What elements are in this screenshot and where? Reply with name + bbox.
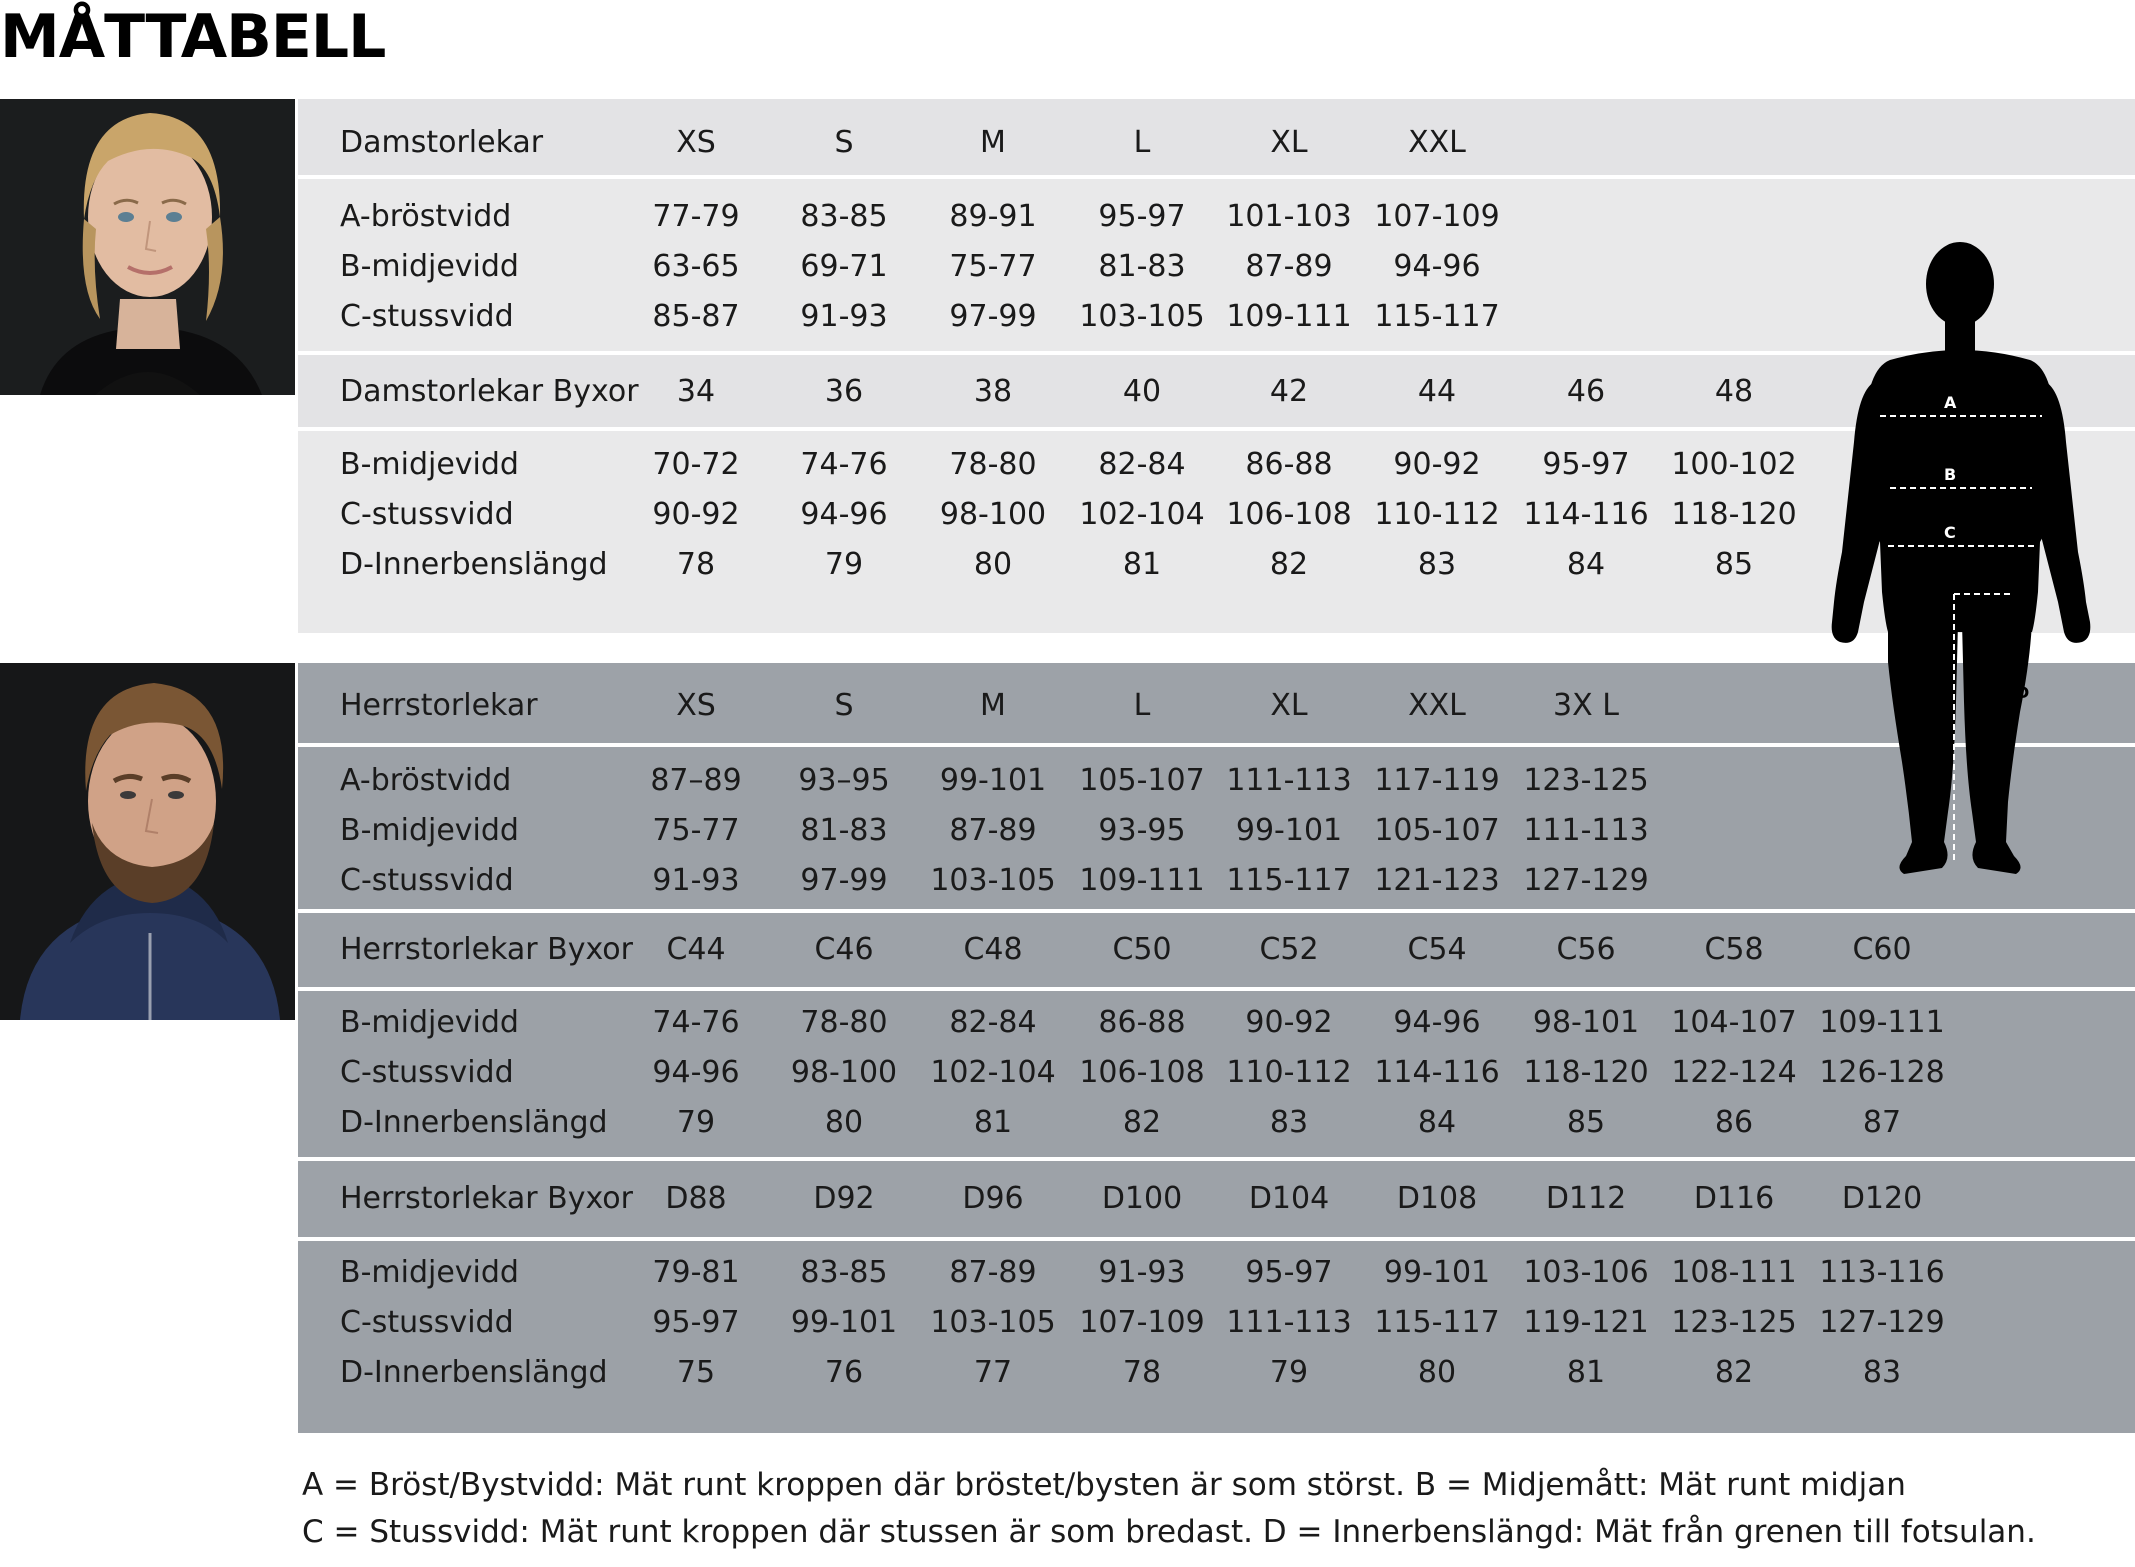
value-cell: 113-116	[1819, 1255, 1945, 1290]
row-label: B-midjevidd	[340, 447, 519, 482]
table-row	[298, 1048, 2135, 1098]
value-cell: 103-106	[1523, 1255, 1649, 1290]
value-cell: 99-101	[1235, 813, 1343, 848]
value-cell: 84	[1566, 547, 1606, 582]
value-cell: 109-111	[1226, 299, 1352, 334]
size-cell: XXL	[1408, 688, 1466, 723]
row-label: B-midjevidd	[340, 249, 519, 284]
size-cell: C46	[814, 932, 874, 967]
value-cell: 98-101	[1532, 1005, 1640, 1040]
row-label: C-stussvidd	[340, 497, 514, 532]
value-cell: 122-124	[1671, 1055, 1797, 1090]
value-cell: 127-129	[1819, 1305, 1945, 1340]
size-cell: D100	[1101, 1181, 1183, 1216]
value-cell: 90-92	[1393, 447, 1481, 482]
size-cell: M	[980, 125, 1006, 160]
value-cell: 106-108	[1226, 497, 1352, 532]
value-cell: 94-96	[800, 497, 888, 532]
row-label: C-stussvidd	[340, 863, 514, 898]
size-cell: C52	[1259, 932, 1319, 967]
value-cell: 86	[1714, 1105, 1754, 1140]
value-cell: 91-93	[800, 299, 888, 334]
value-cell: 123-125	[1523, 763, 1649, 798]
value-cell: 95-97	[1542, 447, 1630, 482]
row-label: C-stussvidd	[340, 1305, 514, 1340]
measure-label-b: B	[1944, 465, 1957, 484]
value-cell: 103-105	[930, 863, 1056, 898]
value-cell: 102-104	[1079, 497, 1205, 532]
size-cell: 3X L	[1553, 688, 1619, 723]
size-cell: L	[1133, 125, 1151, 160]
size-cell: C44	[666, 932, 726, 967]
size-cell: S	[834, 125, 854, 160]
table-row	[298, 1098, 2135, 1148]
value-cell: 107-109	[1374, 199, 1500, 234]
row-label: D-Innerbenslängd	[340, 1105, 608, 1140]
legend-line: C = Stussvidd: Mät runt kroppen där stussen är som bredast. D = Innerbenslängd: Mät från grenen till fotsulan.	[302, 1514, 2036, 1550]
value-cell: 87-89	[949, 1255, 1037, 1290]
value-cell: 119-121	[1523, 1305, 1649, 1340]
value-cell: 127-129	[1523, 863, 1649, 898]
value-cell: 94-96	[1393, 1005, 1481, 1040]
row-label: B-midjevidd	[340, 1255, 519, 1290]
size-cell: XS	[676, 125, 716, 160]
measure-label-c: C	[1944, 523, 1956, 542]
row-label: Herrstorlekar Byxor	[340, 932, 633, 967]
value-cell: 70-72	[652, 447, 740, 482]
value-cell: 93-95	[1098, 813, 1186, 848]
value-cell: 118-120	[1523, 1055, 1649, 1090]
size-cell: XL	[1270, 125, 1308, 160]
value-cell: 69-71	[800, 249, 888, 284]
row-label: D-Innerbenslängd	[340, 1355, 608, 1390]
size-cell: D92	[813, 1181, 875, 1216]
value-cell: 108-111	[1671, 1255, 1797, 1290]
value-cell: 81	[1566, 1355, 1606, 1390]
body-measurement-figure	[1830, 242, 2092, 882]
man-photo	[0, 663, 295, 1020]
value-cell: 99-101	[790, 1305, 898, 1340]
value-cell: 81	[1122, 547, 1162, 582]
value-cell: 87–89	[650, 763, 742, 798]
size-cell: 38	[973, 374, 1013, 409]
table-row	[298, 192, 2135, 242]
table-row	[298, 1348, 2135, 1398]
value-cell: 82	[1714, 1355, 1754, 1390]
row-label: Herrstorlekar	[340, 688, 538, 723]
value-cell: 81-83	[800, 813, 888, 848]
value-cell: 106-108	[1079, 1055, 1205, 1090]
value-cell: 103-105	[930, 1305, 1056, 1340]
size-cell: 42	[1269, 374, 1309, 409]
table-row	[298, 1298, 2135, 1348]
value-cell: 83-85	[800, 1255, 888, 1290]
value-cell: 95-97	[652, 1305, 740, 1340]
value-cell: 77	[973, 1355, 1013, 1390]
size-cell: L	[1133, 688, 1151, 723]
value-cell: 118-120	[1671, 497, 1797, 532]
value-cell: 105-107	[1374, 813, 1500, 848]
value-cell: 87-89	[949, 813, 1037, 848]
value-cell: 111-113	[1226, 763, 1352, 798]
size-cell: 48	[1714, 374, 1754, 409]
value-cell: 97-99	[949, 299, 1037, 334]
size-cell: D120	[1841, 1181, 1923, 1216]
value-cell: 76	[824, 1355, 864, 1390]
value-cell: 105-107	[1079, 763, 1205, 798]
row-label: A-bröstvidd	[340, 199, 512, 234]
value-cell: 95-97	[1245, 1255, 1333, 1290]
value-cell: 86-88	[1098, 1005, 1186, 1040]
value-cell: 107-109	[1079, 1305, 1205, 1340]
value-cell: 85-87	[652, 299, 740, 334]
value-cell: 78	[676, 547, 716, 582]
row-label: Damstorlekar	[340, 125, 544, 160]
size-cell: D112	[1545, 1181, 1627, 1216]
size-cell: D108	[1396, 1181, 1478, 1216]
value-cell: 104-107	[1671, 1005, 1797, 1040]
size-cell: D104	[1248, 1181, 1330, 1216]
table-row	[298, 1248, 2135, 1298]
table-header-row	[298, 1174, 2135, 1224]
value-cell: 74-76	[652, 1005, 740, 1040]
table-header-row	[298, 925, 2135, 975]
row-label: B-midjevidd	[340, 1005, 519, 1040]
row-label: C-stussvidd	[340, 1055, 514, 1090]
value-cell: 100-102	[1671, 447, 1797, 482]
value-cell: 79	[824, 547, 864, 582]
value-cell: 82-84	[1098, 447, 1186, 482]
value-cell: 114-116	[1374, 1055, 1500, 1090]
table-row	[298, 998, 2135, 1048]
row-label: C-stussvidd	[340, 299, 514, 334]
size-cell: XXL	[1408, 125, 1466, 160]
value-cell: 126-128	[1819, 1055, 1945, 1090]
measure-label-d: D	[2016, 683, 2030, 702]
row-label: Damstorlekar Byxor	[340, 374, 639, 409]
value-cell: 85	[1714, 547, 1754, 582]
size-cell: C60	[1852, 932, 1912, 967]
value-cell: 111-113	[1226, 1305, 1352, 1340]
value-cell: 115-117	[1374, 1305, 1500, 1340]
value-cell: 115-117	[1374, 299, 1500, 334]
value-cell: 111-113	[1523, 813, 1649, 848]
size-cell: C56	[1556, 932, 1616, 967]
value-cell: 87	[1862, 1105, 1902, 1140]
size-cell: M	[980, 688, 1006, 723]
size-cell: C50	[1112, 932, 1172, 967]
value-cell: 101-103	[1226, 199, 1352, 234]
value-cell: 98-100	[790, 1055, 898, 1090]
value-cell: 83	[1862, 1355, 1902, 1390]
value-cell: 121-123	[1374, 863, 1500, 898]
value-cell: 83	[1269, 1105, 1309, 1140]
value-cell: 77-79	[652, 199, 740, 234]
value-cell: 82	[1269, 547, 1309, 582]
value-cell: 83-85	[800, 199, 888, 234]
value-cell: 109-111	[1819, 1005, 1945, 1040]
value-cell: 123-125	[1671, 1305, 1797, 1340]
value-cell: 79-81	[652, 1255, 740, 1290]
value-cell: 80	[1417, 1355, 1457, 1390]
value-cell: 90-92	[652, 497, 740, 532]
row-label: A-bröstvidd	[340, 763, 512, 798]
value-cell: 89-91	[949, 199, 1037, 234]
value-cell: 102-104	[930, 1055, 1056, 1090]
value-cell: 81	[973, 1105, 1013, 1140]
measure-label-a: A	[1944, 393, 1957, 412]
size-cell: S	[834, 688, 854, 723]
value-cell: 80	[824, 1105, 864, 1140]
table-header-row	[298, 118, 2135, 168]
value-cell: 85	[1566, 1105, 1606, 1140]
value-cell: 75-77	[949, 249, 1037, 284]
value-cell: 63-65	[652, 249, 740, 284]
value-cell: 98-100	[939, 497, 1047, 532]
size-cell: D88	[665, 1181, 727, 1216]
value-cell: 110-112	[1226, 1055, 1352, 1090]
size-cell: C54	[1407, 932, 1467, 967]
value-cell: 78	[1122, 1355, 1162, 1390]
value-cell: 97-99	[800, 863, 888, 898]
value-cell: 78-80	[800, 1005, 888, 1040]
value-cell: 80	[973, 547, 1013, 582]
size-cell: C58	[1704, 932, 1764, 967]
legend-line: A = Bröst/Bystvidd: Mät runt kroppen där bröstet/bysten är som störst. B = Midjemått: Mät runt midjan	[302, 1467, 1906, 1503]
value-cell: 110-112	[1374, 497, 1500, 532]
woman-photo	[0, 99, 295, 395]
value-cell: 75	[676, 1355, 716, 1390]
value-cell: 95-97	[1098, 199, 1186, 234]
row-label: D-Innerbenslängd	[340, 547, 608, 582]
value-cell: 103-105	[1079, 299, 1205, 334]
size-cell: 44	[1417, 374, 1457, 409]
size-cell: XS	[676, 688, 716, 723]
value-cell: 94-96	[652, 1055, 740, 1090]
value-cell: 91-93	[652, 863, 740, 898]
size-cell: XL	[1270, 688, 1308, 723]
size-cell: 40	[1122, 374, 1162, 409]
size-cell: D116	[1693, 1181, 1775, 1216]
value-cell: 90-92	[1245, 1005, 1333, 1040]
value-cell: 84	[1417, 1105, 1457, 1140]
value-cell: 115-117	[1226, 863, 1352, 898]
value-cell: 99-101	[1383, 1255, 1491, 1290]
row-label: B-midjevidd	[340, 813, 519, 848]
measurement-legend	[302, 1462, 2036, 1556]
value-cell: 117-119	[1374, 763, 1500, 798]
body-silhouette	[1830, 242, 2092, 882]
size-cell: C48	[963, 932, 1023, 967]
value-cell: 82-84	[949, 1005, 1037, 1040]
size-cell: 46	[1566, 374, 1606, 409]
value-cell: 83	[1417, 547, 1457, 582]
value-cell: 109-111	[1079, 863, 1205, 898]
value-cell: 79	[676, 1105, 716, 1140]
value-cell: 86-88	[1245, 447, 1333, 482]
value-cell: 75-77	[652, 813, 740, 848]
value-cell: 82	[1122, 1105, 1162, 1140]
size-cell: 34	[676, 374, 716, 409]
value-cell: 99-101	[939, 763, 1047, 798]
value-cell: 74-76	[800, 447, 888, 482]
value-cell: 79	[1269, 1355, 1309, 1390]
value-cell: 91-93	[1098, 1255, 1186, 1290]
size-cell: 36	[824, 374, 864, 409]
value-cell: 87-89	[1245, 249, 1333, 284]
page-title: MÅTTABELL	[0, 2, 386, 72]
value-cell: 81-83	[1098, 249, 1186, 284]
row-label: Herrstorlekar Byxor	[340, 1181, 633, 1216]
value-cell: 78-80	[949, 447, 1037, 482]
size-cell: D96	[962, 1181, 1024, 1216]
value-cell: 94-96	[1393, 249, 1481, 284]
value-cell: 114-116	[1523, 497, 1649, 532]
value-cell: 93–95	[798, 763, 890, 798]
